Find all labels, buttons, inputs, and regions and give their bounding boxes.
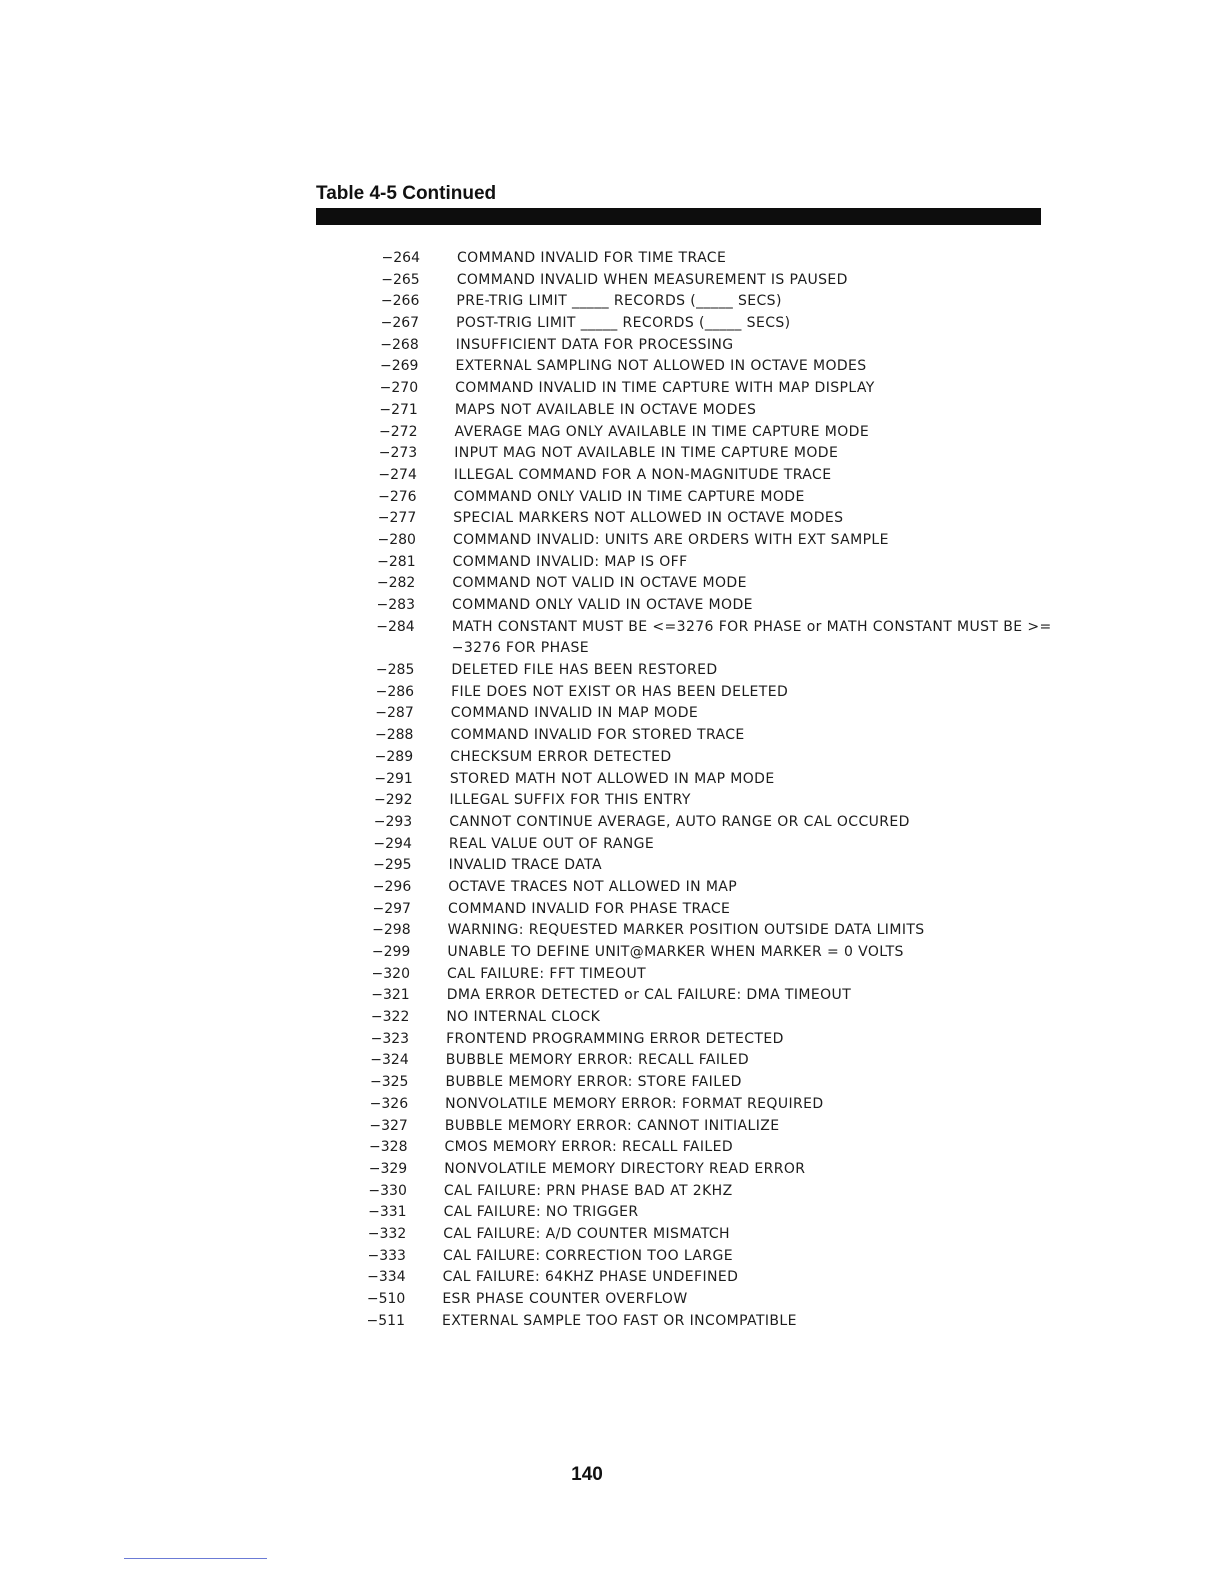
error-row — [0, 834, 1224, 856]
error-message: NO INTERNAL CLOCK — [446, 1009, 601, 1026]
error-code: −266 — [380, 293, 420, 310]
error-code: −332 — [367, 1225, 407, 1242]
error-row — [0, 1159, 1224, 1181]
error-code: −327 — [369, 1117, 408, 1134]
error-message: COMMAND INVALID: UNITS ARE ORDERS WITH EXT SAMPLE — [452, 531, 889, 548]
error-message: DMA ERROR DETECTED or CAL FAILURE: DMA TIMEOUT — [446, 987, 852, 1004]
error-row — [0, 465, 1224, 487]
error-row — [0, 356, 1224, 378]
error-code: −267 — [380, 315, 420, 332]
error-message: COMMAND ONLY VALID IN OCTAVE MODE — [452, 597, 753, 613]
error-message: UNABLE TO DEFINE UNIT@MARKER WHEN MARKER = 0 VOLTS — [447, 944, 904, 961]
error-message: COMMAND INVALID FOR STORED TRACE — [450, 727, 745, 744]
error-message: ESR PHASE COUNTER OVERFLOW — [442, 1291, 688, 1308]
error-row — [0, 725, 1224, 747]
error-message: POST-TRIG LIMIT _____ RECORDS (_____ SECS) — [456, 315, 791, 332]
error-row — [0, 985, 1224, 1007]
error-code: −322 — [370, 1009, 410, 1026]
error-message: NONVOLATILE MEMORY DIRECTORY READ ERROR — [444, 1160, 806, 1177]
error-row — [0, 1007, 1224, 1029]
error-code: −325 — [369, 1074, 409, 1091]
error-row — [0, 1267, 1224, 1289]
error-message: CAL FAILURE: A/D COUNTER MISMATCH — [443, 1225, 730, 1242]
error-code: −510 — [366, 1291, 406, 1308]
error-code: −511 — [366, 1312, 405, 1329]
error-message: COMMAND ONLY VALID IN TIME CAPTURE MODE — [453, 488, 805, 505]
error-row — [0, 1050, 1224, 1072]
error-code: −287 — [375, 705, 414, 722]
error-message: INSUFFICIENT DATA FOR PROCESSING — [455, 336, 734, 353]
error-code: −330 — [368, 1182, 407, 1199]
error-message: WARNING: REQUESTED MARKER POSITION OUTSIDE DATA LIMITS — [447, 922, 925, 939]
error-row — [0, 703, 1224, 725]
error-code: −324 — [370, 1052, 409, 1069]
error-message: EXTERNAL SAMPLING NOT ALLOWED IN OCTAVE MODES — [455, 358, 867, 375]
error-code: −277 — [377, 510, 417, 527]
error-row — [0, 1202, 1224, 1224]
error-row — [0, 1072, 1224, 1094]
error-code: −274 — [378, 466, 417, 483]
error-row — [0, 1181, 1224, 1203]
error-code: −298 — [372, 922, 411, 939]
error-row — [0, 812, 1224, 834]
error-code: −268 — [380, 336, 419, 353]
error-message: STORED MATH NOT ALLOWED IN MAP MODE — [449, 770, 775, 787]
error-code: −283 — [376, 597, 415, 613]
error-row — [0, 790, 1224, 812]
error-row — [0, 443, 1224, 465]
error-code: −329 — [368, 1160, 408, 1177]
error-row — [0, 1224, 1224, 1246]
error-row — [0, 660, 1224, 682]
error-code-list — [0, 248, 1224, 1332]
error-message: CAL FAILURE: 64KHZ PHASE UNDEFINED — [442, 1269, 739, 1286]
error-code: −276 — [378, 488, 417, 505]
error-row — [0, 877, 1224, 899]
error-code: −334 — [367, 1269, 406, 1286]
error-code: −288 — [374, 727, 414, 744]
error-message: COMMAND INVALID IN MAP MODE — [450, 705, 699, 722]
error-code: −284 — [376, 618, 415, 635]
error-code: −264 — [381, 250, 420, 266]
error-message: CAL FAILURE: FFT TIMEOUT — [447, 965, 647, 982]
error-message: OCTAVE TRACES NOT ALLOWED IN MAP — [448, 878, 738, 895]
footnote-rule — [124, 1558, 267, 1559]
error-code: −296 — [372, 878, 412, 895]
error-row — [0, 595, 1224, 617]
error-row — [0, 378, 1224, 400]
error-row — [0, 1246, 1224, 1268]
error-code: −323 — [370, 1030, 410, 1047]
error-row — [0, 508, 1224, 530]
error-row — [0, 530, 1224, 552]
error-code: −326 — [369, 1095, 409, 1112]
error-code: −328 — [369, 1139, 408, 1156]
error-row — [0, 769, 1224, 791]
error-message: MAPS NOT AVAILABLE IN OCTAVE MODES — [454, 401, 757, 418]
error-message: AVERAGE MAG ONLY AVAILABLE IN TIME CAPTURE MODE — [454, 423, 870, 440]
error-message: COMMAND INVALID: MAP IS OFF — [452, 553, 688, 570]
error-row — [0, 747, 1224, 769]
error-row — [0, 291, 1224, 313]
error-message: COMMAND NOT VALID IN OCTAVE MODE — [452, 575, 747, 592]
error-message: DELETED FILE HAS BEEN RESTORED — [451, 662, 718, 679]
error-code: −321 — [371, 987, 410, 1004]
error-message: INPUT MAG NOT AVAILABLE IN TIME CAPTURE MODE — [454, 445, 839, 462]
page-number: 140 — [571, 1464, 603, 1485]
error-code: −289 — [374, 748, 414, 765]
error-message: REAL VALUE OUT OF RANGE — [448, 835, 655, 852]
error-message: ILLEGAL COMMAND FOR A NON-MAGNITUDE TRACE — [453, 466, 832, 483]
error-code: −295 — [373, 857, 412, 874]
error-code: −294 — [373, 835, 412, 852]
error-message: BUBBLE MEMORY ERROR: CANNOT INITIALIZE — [444, 1117, 780, 1134]
error-message: COMMAND INVALID IN TIME CAPTURE WITH MAP DISPLAY — [455, 380, 875, 397]
error-code: −299 — [371, 944, 411, 961]
error-row — [0, 1289, 1224, 1311]
error-row — [0, 1137, 1224, 1159]
error-code: −297 — [372, 900, 411, 917]
error-row — [0, 1311, 1224, 1333]
error-row — [0, 248, 1224, 270]
error-row — [0, 682, 1224, 704]
error-code: −293 — [373, 813, 413, 830]
error-code: −271 — [379, 401, 418, 418]
error-row — [0, 1094, 1224, 1116]
error-row — [0, 617, 1224, 660]
error-row — [0, 573, 1224, 595]
error-row — [0, 899, 1224, 921]
error-message: FRONTEND PROGRAMMING ERROR DETECTED — [446, 1030, 784, 1047]
error-code: −292 — [374, 792, 413, 809]
error-message: EXTERNAL SAMPLE TOO FAST OR INCOMPATIBLE — [442, 1312, 797, 1329]
error-row — [0, 855, 1224, 877]
error-row — [0, 487, 1224, 509]
error-message: COMMAND INVALID WHEN MEASUREMENT IS PAUSED — [456, 271, 848, 288]
error-code: −281 — [377, 553, 416, 570]
error-row — [0, 552, 1224, 574]
error-code: −291 — [374, 770, 413, 787]
error-code: −273 — [378, 445, 418, 462]
error-message: CAL FAILURE: NO TRIGGER — [443, 1204, 639, 1221]
error-message: NONVOLATILE MEMORY ERROR: FORMAT REQUIRED — [445, 1095, 824, 1112]
error-row — [0, 1116, 1224, 1138]
error-code: −285 — [375, 662, 415, 679]
error-code: −265 — [381, 271, 420, 288]
error-message: COMMAND INVALID FOR TIME TRACE — [457, 250, 727, 266]
error-code: −280 — [377, 531, 416, 548]
error-code: −286 — [375, 683, 415, 700]
error-message: CAL FAILURE: PRN PHASE BAD AT 2KHZ — [443, 1182, 733, 1199]
error-message: BUBBLE MEMORY ERROR: RECALL FAILED — [445, 1052, 750, 1069]
error-row — [0, 964, 1224, 986]
error-row — [0, 270, 1224, 292]
error-message: SPECIAL MARKERS NOT ALLOWED IN OCTAVE MODES — [453, 510, 844, 527]
error-message: ILLEGAL SUFFIX FOR THIS ENTRY — [449, 792, 691, 809]
error-message: BUBBLE MEMORY ERROR: STORE FAILED — [445, 1074, 742, 1091]
title-rule-bar — [316, 208, 1041, 225]
error-message: PRE-TRIG LIMIT _____ RECORDS (_____ SECS) — [456, 293, 782, 310]
error-message: FILE DOES NOT EXIST OR HAS BEEN DELETED — [451, 683, 789, 700]
error-row — [0, 400, 1224, 422]
error-row — [0, 422, 1224, 444]
error-code: −270 — [379, 380, 419, 397]
error-message: CMOS MEMORY ERROR: RECALL FAILED — [444, 1139, 734, 1156]
error-code: −331 — [368, 1204, 407, 1221]
error-message: INVALID TRACE DATA — [448, 857, 602, 874]
error-message: COMMAND INVALID FOR PHASE TRACE — [447, 900, 731, 917]
error-code: −320 — [371, 965, 410, 982]
error-message: CANNOT CONTINUE AVERAGE, AUTO RANGE OR CAL OCCURED — [449, 813, 910, 830]
error-code: −269 — [379, 358, 419, 375]
error-row — [0, 942, 1224, 964]
table-title: Table 4-5 Continued — [316, 183, 497, 204]
error-code: −272 — [379, 423, 418, 440]
error-message: CAL FAILURE: CORRECTION TOO LARGE — [442, 1247, 733, 1264]
error-row — [0, 920, 1224, 942]
error-code: −282 — [376, 575, 416, 592]
error-message: MATH CONSTANT MUST BE <=3276 FOR PHASE or MATH CONSTANT MUST BE >= −3276 FOR PHASE — [451, 618, 1052, 657]
error-row — [0, 1029, 1224, 1051]
error-message: CHECKSUM ERROR DETECTED — [450, 748, 672, 765]
error-row — [0, 335, 1224, 357]
error-row — [0, 313, 1224, 335]
error-code: −333 — [367, 1247, 406, 1264]
